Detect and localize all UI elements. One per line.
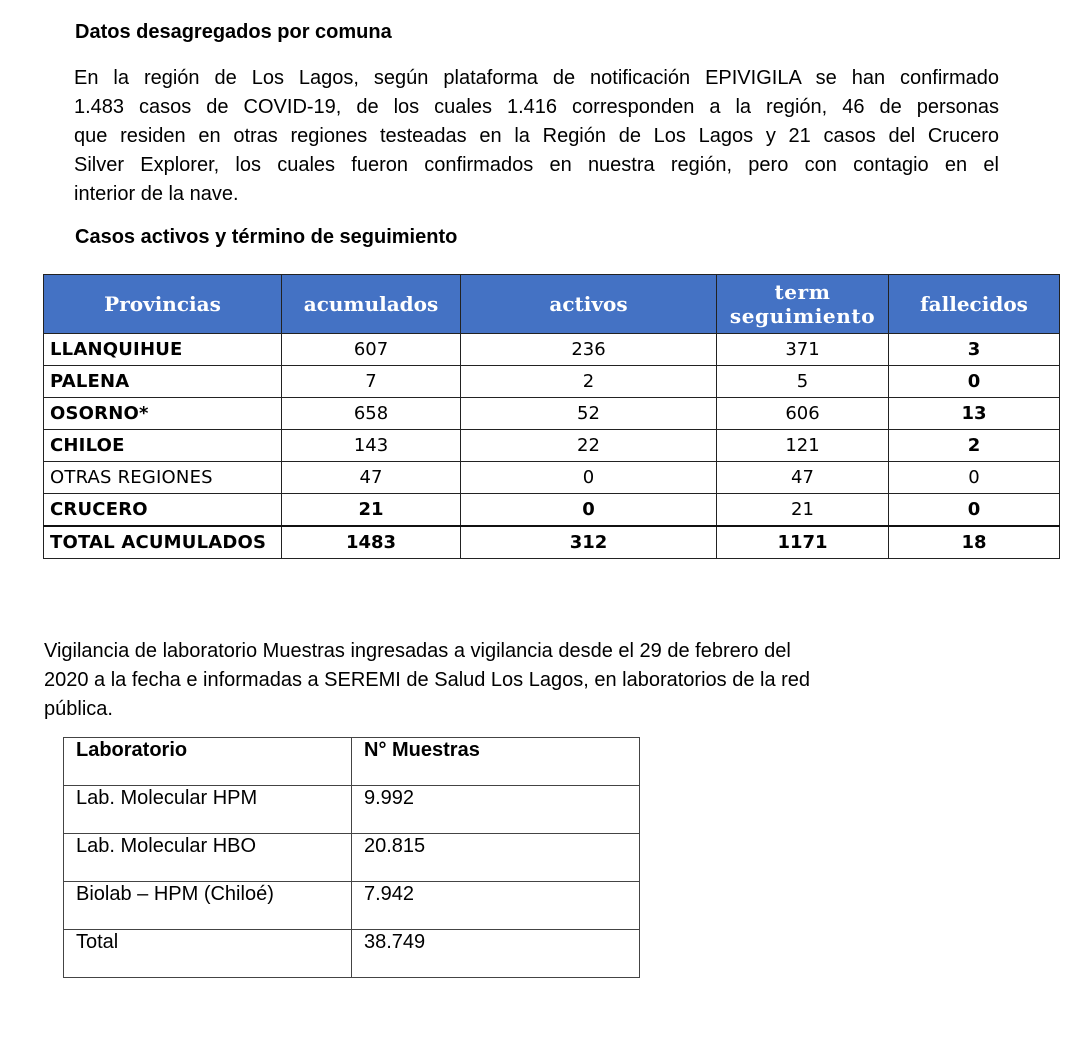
cell-fallecidos: 13 [889, 398, 1060, 430]
cell-provincia: OSORNO* [44, 398, 282, 430]
cell-activos: 0 [461, 494, 717, 527]
cell-acumulados: 658 [282, 398, 461, 430]
table-row [44, 430, 1060, 462]
cell-acumulados: 1483 [282, 526, 461, 559]
table-row [64, 786, 640, 834]
cell-acumulados: 607 [282, 334, 461, 366]
cell-activos: 236 [461, 334, 717, 366]
paragraph-line: Vigilancia de laboratorio Muestras ingresadas a vigilancia desde el 29 de febrero del [44, 640, 791, 662]
header-acumulados: acumulados [282, 275, 461, 334]
cell-provincia: CHILOE [44, 430, 282, 462]
intro-paragraph [74, 64, 999, 209]
cell-fallecidos: 0 [889, 494, 1060, 527]
cell-activos: 0 [461, 462, 717, 494]
cell-term: 606 [717, 398, 889, 430]
table-total-row [44, 526, 1060, 559]
header-term-line2: seguimiento [729, 304, 876, 328]
cell-muestras: 7.942 [352, 882, 640, 930]
cell-term: 47 [717, 462, 889, 494]
cases-table-header-row [44, 275, 1060, 334]
lab-table-header-row [64, 738, 640, 786]
paragraph-line: Silver Explorer, los cuales fueron confirmados en nuestra región, pero con contagio en el [74, 154, 999, 176]
cell-term: 371 [717, 334, 889, 366]
table-row [44, 462, 1060, 494]
lab-paragraph [44, 637, 810, 724]
paragraph-line: 2020 a la fecha e informadas a SEREMI de Salud Los Lagos, en laboratorios de la red [44, 669, 811, 691]
cell-activos: 22 [461, 430, 717, 462]
cell-provincia: CRUCERO [44, 494, 282, 527]
cell-provincia: LLANQUIHUE [44, 334, 282, 366]
section-heading-comuna: Datos desagregados por comuna [75, 21, 392, 43]
table-row [64, 930, 640, 978]
cell-acumulados: 47 [282, 462, 461, 494]
header-term-seguimiento [717, 275, 889, 334]
table-row [44, 334, 1060, 366]
section-heading-casos-activos: Casos activos y término de seguimiento [75, 226, 458, 248]
cell-fallecidos: 0 [889, 366, 1060, 398]
cell-laboratorio: Lab. Molecular HPM [64, 786, 352, 834]
header-laboratorio: Laboratorio [64, 738, 352, 786]
paragraph-line: que residen en otras regiones testeadas en la Región de Los Lagos y 21 casos del Crucero [74, 125, 999, 147]
paragraph-line: pública. [44, 698, 113, 720]
cell-fallecidos: 18 [889, 526, 1060, 559]
table-row [64, 834, 640, 882]
lab-table [63, 737, 640, 978]
cell-term: 5 [717, 366, 889, 398]
cell-fallecidos: 0 [889, 462, 1060, 494]
cell-muestras: 9.992 [352, 786, 640, 834]
cell-acumulados: 7 [282, 366, 461, 398]
header-muestras: N° Muestras [352, 738, 640, 786]
cell-activos: 2 [461, 366, 717, 398]
cell-activos: 52 [461, 398, 717, 430]
cell-provincia: TOTAL ACUMULADOS [44, 526, 282, 559]
header-fallecidos: fallecidos [889, 275, 1060, 334]
table-row [44, 494, 1060, 527]
header-provincias: Provincias [44, 275, 282, 334]
cell-laboratorio: Lab. Molecular HBO [64, 834, 352, 882]
cases-table [43, 274, 1060, 559]
table-row [64, 882, 640, 930]
paragraph-line: interior de la nave. [74, 183, 239, 205]
header-activos: activos [461, 275, 717, 334]
cell-term: 1171 [717, 526, 889, 559]
cell-provincia: PALENA [44, 366, 282, 398]
cell-muestras: 38.749 [352, 930, 640, 978]
cell-activos: 312 [461, 526, 717, 559]
cell-fallecidos: 2 [889, 430, 1060, 462]
paragraph-line: 1.483 casos de COVID-19, de los cuales 1.416 corresponden a la región, 46 de personas [74, 96, 999, 118]
paragraph-line: En la región de Los Lagos, según plataforma de notificación EPIVIGILA se han confirmado [74, 67, 999, 89]
cell-acumulados: 21 [282, 494, 461, 527]
cell-term: 21 [717, 494, 889, 527]
cell-provincia: OTRAS REGIONES [44, 462, 282, 494]
table-row [44, 366, 1060, 398]
header-term-line1: term [774, 280, 831, 304]
cell-acumulados: 143 [282, 430, 461, 462]
cell-laboratorio: Biolab – HPM (Chiloé) [64, 882, 352, 930]
cell-muestras: 20.815 [352, 834, 640, 882]
cell-laboratorio: Total [64, 930, 352, 978]
cell-fallecidos: 3 [889, 334, 1060, 366]
table-row [44, 398, 1060, 430]
cell-term: 121 [717, 430, 889, 462]
